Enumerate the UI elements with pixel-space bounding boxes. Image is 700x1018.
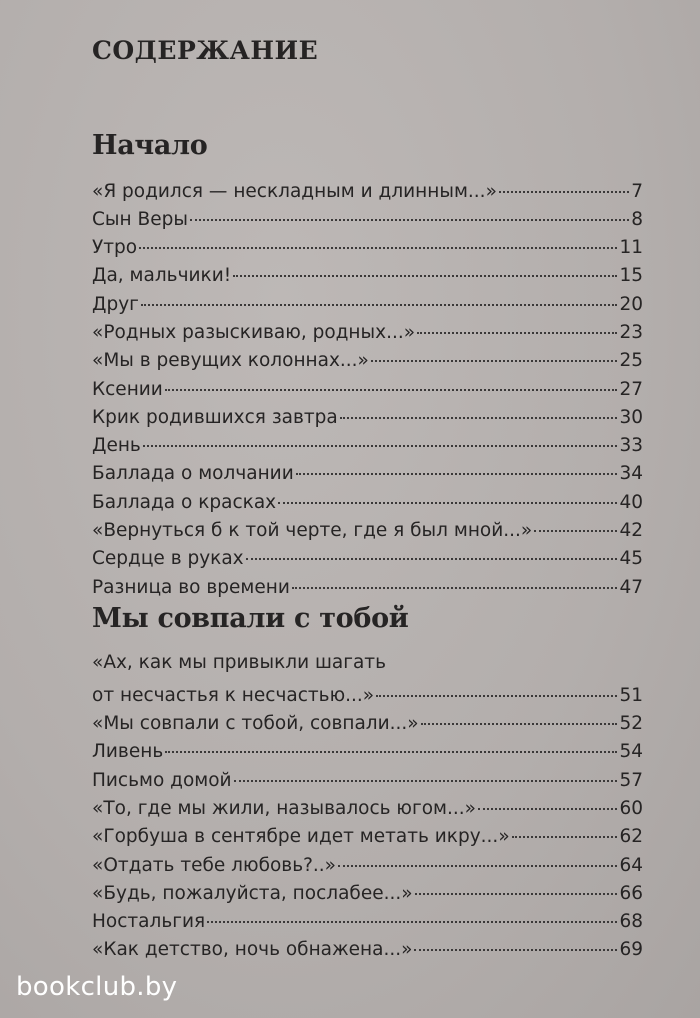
dot-leader (143, 427, 618, 448)
entry-title: «Мы в ревущих колоннах...» (92, 350, 369, 372)
dot-leader (234, 761, 618, 782)
entry-title: «Родных разыскиваю, родных...» (92, 321, 416, 343)
page-number: 23 (619, 321, 643, 343)
entry-title: Ксении (92, 378, 163, 400)
dot-leader (340, 398, 618, 419)
section-title-my-sovpali: Мы совпали с тобой (92, 603, 409, 634)
dot-leader (376, 676, 617, 697)
entry-title: «Как детство, ночь обнажена...» (92, 939, 413, 961)
entry-title: Разница во времени (92, 576, 290, 598)
entry-title: «Будь, пожалуйста, послабее...» (92, 882, 413, 904)
dot-leader (534, 512, 617, 533)
page-number: 15 (619, 265, 643, 287)
page-number: 7 (631, 180, 643, 202)
page-number: 47 (619, 576, 643, 598)
page-number: 34 (619, 463, 643, 485)
entry-title: Ливень (92, 741, 164, 763)
dot-leader (233, 257, 617, 278)
entry-title: Утро (92, 237, 138, 259)
dot-leader (165, 370, 618, 391)
entry-title: «Отдать тебе любовь?..» (92, 854, 337, 876)
entry-title: «Вернуться б к той черте, где я был мной...» (92, 520, 533, 542)
entry-title: Крик родившихся завтра (92, 406, 338, 428)
page-number: 40 (619, 491, 643, 513)
section-title-nachalo: Начало (92, 130, 208, 161)
page-title: СОДЕРЖАНИЕ (92, 36, 319, 65)
entry-title: Сын Веры (92, 208, 188, 230)
page-number: 69 (619, 939, 643, 961)
toc-list-section-2 (92, 652, 643, 963)
dot-leader (165, 733, 617, 754)
dot-leader (415, 874, 618, 895)
dot-leader (292, 568, 618, 589)
page-number: 8 (631, 208, 643, 230)
toc-list-section-1 (92, 176, 643, 600)
entry-title: Да, мальчики! (92, 265, 232, 287)
dot-leader (421, 705, 618, 726)
page-number: 54 (619, 741, 643, 763)
toc-entry[interactable] (92, 572, 643, 600)
dot-leader (278, 483, 617, 504)
page-number: 33 (619, 435, 643, 457)
page-number: 62 (619, 826, 643, 848)
dot-leader (207, 903, 617, 924)
entry-title: «Мы совпали с тобой, совпали...» (92, 713, 419, 735)
dot-leader (499, 172, 629, 193)
page-number: 64 (619, 854, 643, 876)
entry-title: «Горбуша в сентябре идет метать икру...» (92, 826, 510, 848)
dot-leader (371, 342, 618, 363)
dot-leader (139, 229, 617, 250)
entry-title: Баллада о красках (92, 491, 277, 513)
entry-title: «Я родился — нескладным и длинным...» (92, 180, 497, 202)
page-number: 66 (619, 882, 643, 904)
page-number: 25 (619, 350, 643, 372)
page-number: 52 (619, 713, 643, 735)
page-number: 51 (619, 684, 643, 706)
entry-title: Сердце в руках (92, 548, 244, 570)
dot-leader (141, 285, 618, 306)
dot-leader (246, 540, 618, 561)
page-number: 60 (619, 797, 643, 819)
entry-title: Друг (92, 293, 139, 315)
dot-leader (296, 455, 618, 476)
page-number: 45 (619, 548, 643, 570)
dot-leader (417, 313, 617, 334)
page-number: 11 (619, 237, 643, 259)
dot-leader (512, 818, 618, 839)
entry-title: Ностальгия (92, 911, 206, 933)
page-number: 68 (619, 911, 643, 933)
entry-title: от несчастья к несчастью...» (92, 684, 375, 706)
entry-title: «То, где мы жили, называлось югом...» (92, 797, 476, 819)
entry-title: Баллада о молчании (92, 463, 294, 485)
entry-title: День (92, 435, 141, 457)
toc-entry[interactable] (92, 935, 643, 963)
watermark: bookclub.by (16, 972, 178, 1002)
page-number: 57 (619, 769, 643, 791)
entry-title: Письмо домой (92, 769, 232, 791)
dot-leader (190, 200, 629, 221)
dot-leader (414, 931, 617, 952)
dot-leader (338, 846, 617, 867)
page-number: 42 (619, 520, 643, 542)
dot-leader (478, 789, 617, 810)
page-number: 27 (619, 378, 643, 400)
toc-entry-first-line[interactable]: «Ах, как мы привыкли шагать (92, 652, 386, 673)
page-number: 30 (619, 406, 643, 428)
page-number: 20 (619, 293, 643, 315)
